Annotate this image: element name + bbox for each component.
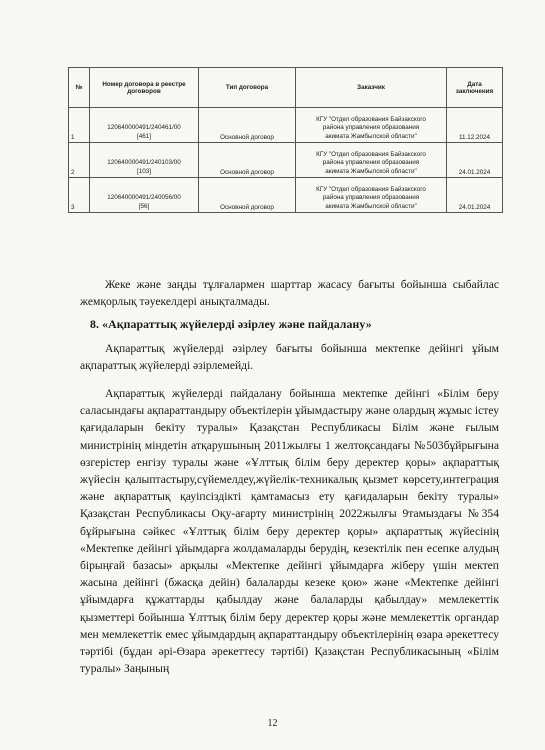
customer-line: района управления образования xyxy=(322,194,420,201)
cell-contract-type: Основной договор xyxy=(199,108,296,143)
cell-contract-type: Основной договор xyxy=(199,178,296,213)
registry-short: [103] xyxy=(136,167,151,175)
registry-number: 120640000491/240056/00 xyxy=(107,194,181,201)
paragraph-text: Ақпараттық жүйелерді әзірлеу бағыты бойынша мектепке дейінгі ұйым ақпараттық жүйелерді әзірлемейді. xyxy=(80,342,499,373)
customer-line: района управления образования xyxy=(322,124,420,131)
registry-number: 120640000491/240103/00 xyxy=(107,159,181,166)
paragraph-text: Ақпараттық жүйелерді пайдалану бойынша мектепке дейінгі «Білім беру саласындағы ақпараттандыру объектілерін ұйымдастыру және олардың жұмыс істеу қағидаларын бекіту туралы» Қазақстан Республикасы Білім және ғылым министрінің міндетін атқарушының 2011жылғы 1 желтоқсандағы №503бұйрығына өзгерістер енгізу туралы және «Ұлттық білім беру деректер қоры» ақпараттық жүйесін қалыптастыру,сүйемелдеу,жүйелік-техникалық қызмет көрсету,интеграция және ақпараттық қауіпсіздікті қамтамасыз ету қағидаларын бекіту туралы» Қазақстан Республикасы Оқу-ағарту министрінің 2022жылғы 9тамыздағы №354 бұйрығына сәйкес «Ұлттық білім беру деректер қоры» ақпараттық жүйесінің «Мектепке дейінгі ұйымдарға жолдамаларды берудің, кезектілік пен есепке алудың бірыңғай базасы» арқылы «Мектепке дейінгі ұйымдарға жіберу үшін мектеп жасына дейінгі (бжасқа дейін) балаларды кезеке қою» және «Мектепке дейінгі ұйымдарға құжаттарды қабылдау және балаларды қабылдау» мемлекеттік қызметтері бойынша Ұлттық білім беру деректер қоры және мемлекеттік органдар мен мемлекеттік емес ұйымдардың ақпараттандыру объектілерінің өзара әрекеттесу тәртібі (бұдан әрі-Өзара әрекеттесу тәртібі) Қазақстан Республикасының «Білім туралы» Заңының xyxy=(80,387,499,676)
customer-line: КГУ "Отдел образования Байзакского xyxy=(316,115,426,123)
customer-line: КГУ "Отдел образования Байзакского xyxy=(316,150,426,158)
cell-date: 24.01.2024 xyxy=(447,178,503,213)
customer-line: района управления образования xyxy=(322,159,420,166)
header-customer: Заказчик xyxy=(296,68,447,108)
header-contract-type: Тип договора xyxy=(199,68,296,108)
table-header-row xyxy=(69,68,503,108)
cell-customer xyxy=(296,143,447,178)
table-row xyxy=(69,178,503,213)
customer-line: акимата Жамбылской области" xyxy=(325,132,417,140)
paragraph-risks xyxy=(80,276,499,310)
paragraph-development xyxy=(80,340,499,374)
cell-registry-number xyxy=(90,143,199,178)
cell-date: 24.01.2024 xyxy=(447,143,503,178)
cell-num: 2 xyxy=(69,143,90,178)
registry-short: [56] xyxy=(138,202,150,210)
page-number: 12 xyxy=(267,718,278,729)
cell-num: 3 xyxy=(69,178,90,213)
registry-short: [461] xyxy=(136,132,151,140)
header-date: Дата заключения xyxy=(447,68,503,108)
cell-customer xyxy=(296,178,447,213)
cell-date: 11.12.2024 xyxy=(447,108,503,143)
section-heading: 8. «Ақпараттық жүйелерді әзірлеу және пайдалану» xyxy=(90,317,372,331)
table-row xyxy=(69,108,503,143)
cell-contract-type: Основной договор xyxy=(199,143,296,178)
paragraph-usage xyxy=(80,385,499,677)
table-row xyxy=(69,143,503,178)
customer-line: акимата Жамбылской области" xyxy=(325,167,417,175)
contracts-table xyxy=(68,67,503,213)
cell-customer xyxy=(296,108,447,143)
registry-number: 120640000491/240461/00 xyxy=(107,124,181,131)
paragraph-text: Жеке және заңды тұлғалармен шарттар жасасу бағыты бойынша сыбайлас жемқорлық тәуекелдері анықталмады. xyxy=(80,278,499,309)
header-registry-number: Номер договора в реестре договоров xyxy=(90,68,199,108)
cell-registry-number xyxy=(90,178,199,213)
customer-line: КГУ "Отдел образования Байзакского xyxy=(316,185,426,193)
header-num: № xyxy=(69,68,90,108)
customer-line: акимата Жамбылской области" xyxy=(325,202,417,210)
cell-registry-number xyxy=(90,108,199,143)
cell-num: 1 xyxy=(69,108,90,143)
